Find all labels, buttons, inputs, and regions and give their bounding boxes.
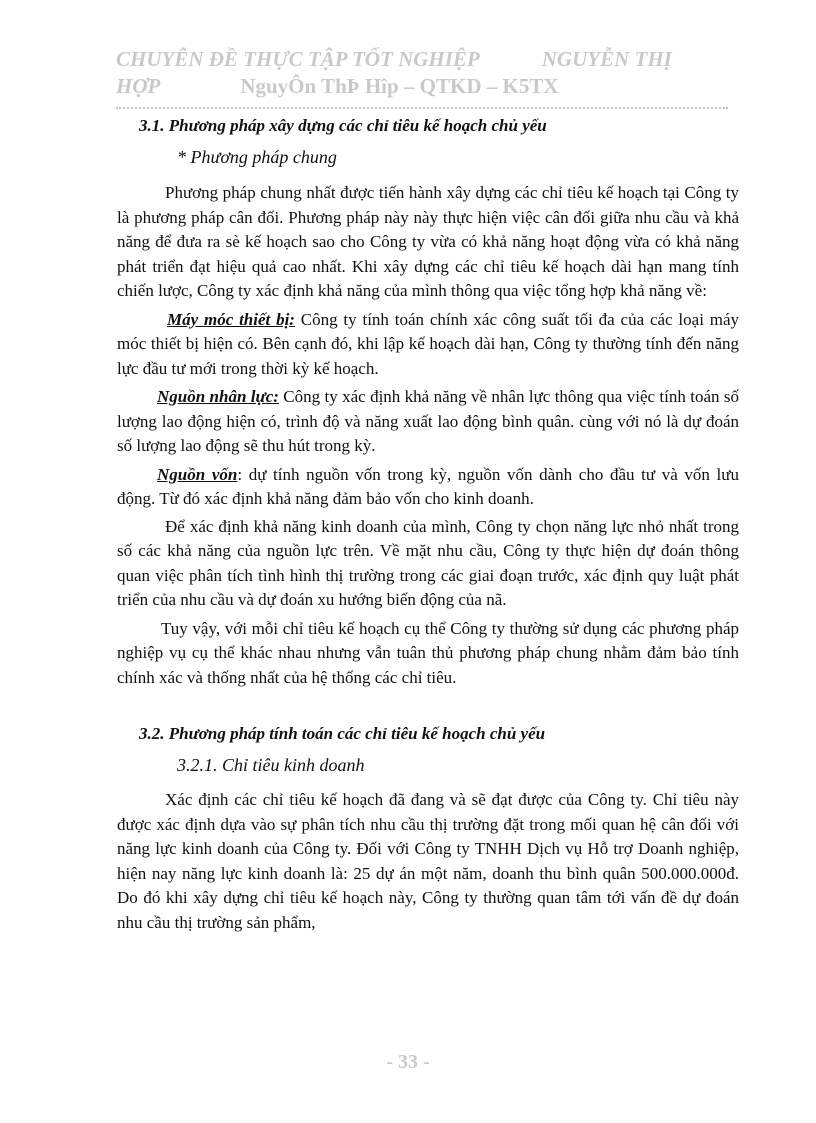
header-line-1 (116, 46, 728, 73)
section-3-1-paragraph-3: Tuy vậy, với mỗi chỉ tiêu kế hoạch cụ thể Công ty thường sử dụng các phương pháp nghiệp vụ cụ thể khác nhau nhưng vẫn tuân thủ phương pháp chung nhằm đảm bảo tính chính xác và thống nhất của hệ thống các chỉ tiêu. (117, 618, 739, 687)
page-number: - 33 - (386, 1051, 430, 1073)
labor-text: Công ty xác định khả năng về nhân lực thông qua việc tính toán số lượng lao động hiện có, trình độ và năng xuất lao động bình quân. cùng với nó là dự đoán số lượng lao động sẽ thu hút trong kỳ. (117, 387, 739, 455)
section-3-2-1-subtitle: 3.2.1. Chỉ tiêu kinh doanh (177, 755, 365, 775)
page-content (117, 115, 739, 935)
header-divider (116, 107, 728, 109)
machines-text: Công ty tính toán chính xác công suất tối đa của các loại máy móc thiết bị hiện có. Bên cạnh đó, khi lập kế hoạch dài hạn, Công ty thường tính đến năng lực đầu tư mới trong thời kỳ kế hoạch. (117, 309, 740, 378)
header-author-name-cont: HỢP (116, 74, 161, 98)
header-author-class: NguyÔn ThÞ Hîp – QTKD – K5TX (240, 74, 559, 98)
capital-paragraph (117, 463, 739, 512)
capital-text: : dự tính nguồn vốn trong kỳ, nguồn vốn dành cho đầu tư và vốn lưu động. Từ đó xác định khả năng đảm bảo vốn cho kinh doanh. (117, 464, 739, 508)
machines-paragraph (117, 308, 739, 382)
header-line-2 (116, 73, 728, 100)
labor-paragraph (117, 385, 739, 459)
labor-label: Nguồn nhân lực: (157, 387, 279, 406)
header-thesis-title: CHUYÊN ĐỀ THỰC TẬP TỐT NGHIỆP (116, 47, 480, 71)
machines-label: Máy móc thiết bị: (167, 309, 295, 329)
section-3-1-paragraph-1: Phương pháp chung nhất được tiến hành xây dựng các chỉ tiêu kế hoạch tại Công ty là phương pháp cân đối. Phương pháp này này thực hiện việc cân đối giữa nhu cầu và khả năng để đưa ra sè kế hoạch sao cho Công ty vừa có khả năng hoạt động vừa có khả năng phát triển đạt hiệu quả cao nhất. Khi xây dựng các chỉ tiêu kế hoạch dài hạn mang tính chiến lược, Công ty xác định khả năng của mình thông qua việc tổng hợp khả năng về: (117, 183, 739, 300)
section-3-2-title: 3.2. Phương pháp tính toán các chỉ tiêu kế hoạch chủ yếu (139, 724, 546, 743)
section-3-1-paragraph-2: Để xác định khả năng kinh doanh của mình, Công ty chọn năng lực nhỏ nhất trong số các khả năng của nguồn lực trên. Về mặt nhu cầu, Công ty thực hiện dự đoán thông quan việc phân tích tình hình thị trường trong các giai đoạn trước, xác định quy luật phát triển của nhu cầu và dự đoán xu hướng biến động của nã. (117, 516, 739, 609)
page-header (116, 46, 728, 100)
section-3-2-paragraph-1: Xác định các chỉ tiêu kế hoạch đã đang và sẽ đạt được của Công ty. Chỉ tiêu này được xác định dựa vào sự phân tích nhu cầu thị trường đặt trong mối quan hệ cân đối với năng lực kinh doanh của Công ty. Đối với Công ty TNHH Dịch vụ Hỗ trợ Doanh nghiệp, hiện nay năng lực kinh doanh là: 25 dự án một năm, doanh thu bình quân 500.000.000đ. Do đó khi xây dựng chỉ tiêu kế hoạch này, Công ty thường quan tâm tới vấn đề dự đoán nhu cầu thị trường sản phẩm, (117, 790, 739, 932)
capital-label: Nguồn vốn (157, 464, 238, 484)
header-author-name: NGUYỄN THỊ (541, 47, 672, 71)
section-3-1-title: 3.1. Phương pháp xây dựng các chỉ tiêu kế hoạch chủ yếu (139, 116, 547, 135)
section-3-1-subtitle: * Phương pháp chung (177, 147, 337, 167)
